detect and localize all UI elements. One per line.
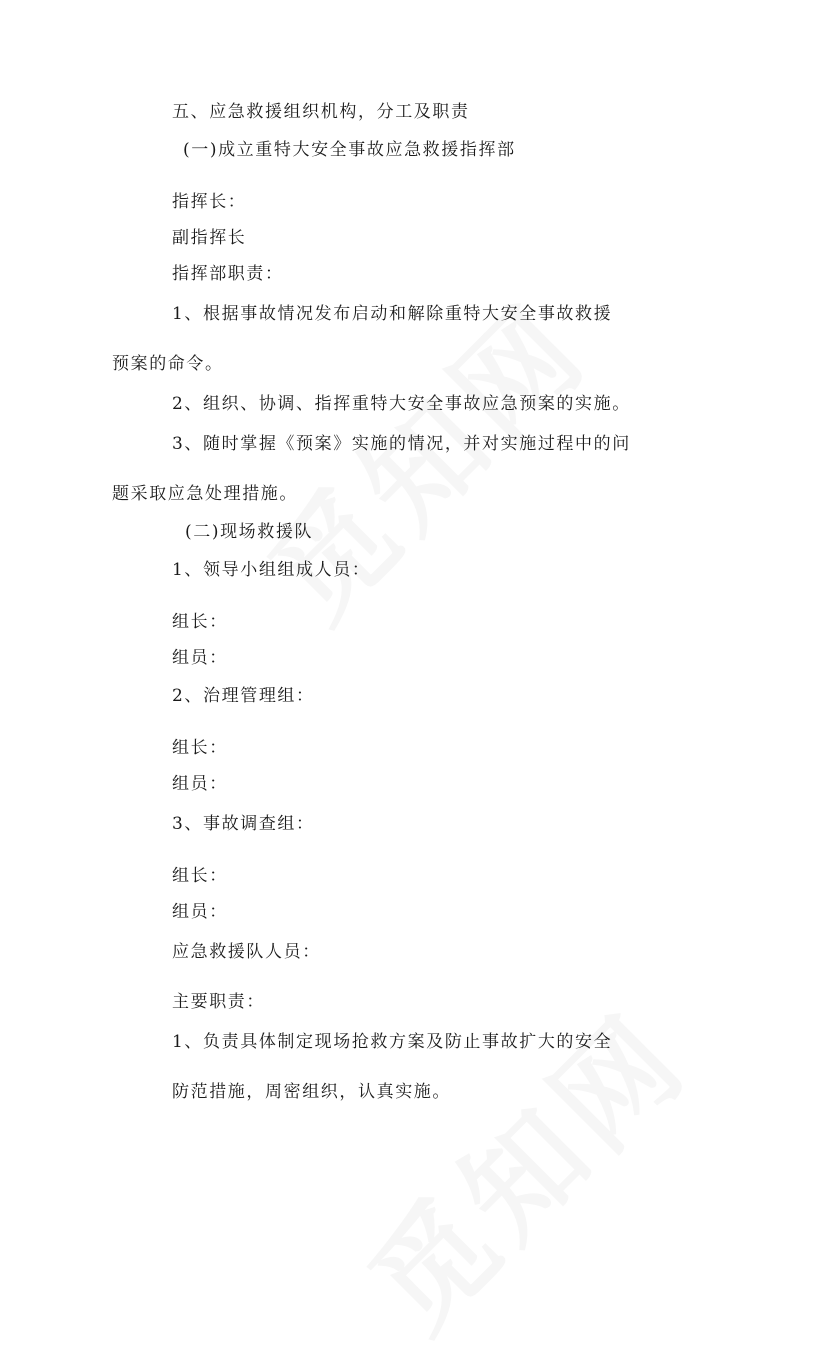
paragraph-line: 题采取应急处理措施。 bbox=[112, 484, 298, 504]
paragraph-line: 组员： bbox=[172, 774, 228, 794]
paragraph-line: 2、治理管理组： bbox=[172, 686, 315, 706]
paragraph-line: 组长： bbox=[172, 866, 228, 886]
paragraph-line: 应急救援队人员： bbox=[172, 942, 321, 962]
subsection-heading: (一)成立重特大安全事故应急救援指挥部 bbox=[183, 140, 516, 160]
paragraph-line: 副指挥长 bbox=[172, 228, 247, 248]
paragraph-line: 指挥长： bbox=[172, 192, 247, 212]
paragraph-line: 防范措施，周密组织，认真实施。 bbox=[172, 1082, 451, 1102]
paragraph-line: 组员： bbox=[172, 648, 228, 668]
paragraph-line: 组长： bbox=[172, 612, 228, 632]
paragraph-line: 3、事故调查组： bbox=[172, 814, 315, 834]
paragraph-line: 指挥部职责： bbox=[172, 264, 284, 284]
section-heading: 五、应急救援组织机构，分工及职责 bbox=[172, 102, 470, 122]
paragraph-line: 2、组织、协调、指挥重特大安全事故应急预案的实施。 bbox=[172, 394, 631, 414]
paragraph-line: 预案的命令。 bbox=[112, 354, 224, 374]
paragraph-line: 主要职责： bbox=[172, 992, 265, 1012]
paragraph-line: 3、随时掌握《预案》实施的情况，并对实施过程中的问 bbox=[172, 434, 631, 454]
paragraph-line: 1、根据事故情况发布启动和解除重特大安全事故救援 bbox=[172, 304, 613, 324]
paragraph-line: 组员： bbox=[172, 902, 228, 922]
paragraph-line: 组长： bbox=[172, 738, 228, 758]
subsection-heading: (二)现场救援队 bbox=[185, 522, 314, 542]
watermark bbox=[326, 969, 718, 1361]
paragraph-line: 1、负责具体制定现场抢救方案及防止事故扩大的安全 bbox=[172, 1032, 613, 1052]
paragraph-line: 1、领导小组组成人员： bbox=[172, 560, 371, 580]
